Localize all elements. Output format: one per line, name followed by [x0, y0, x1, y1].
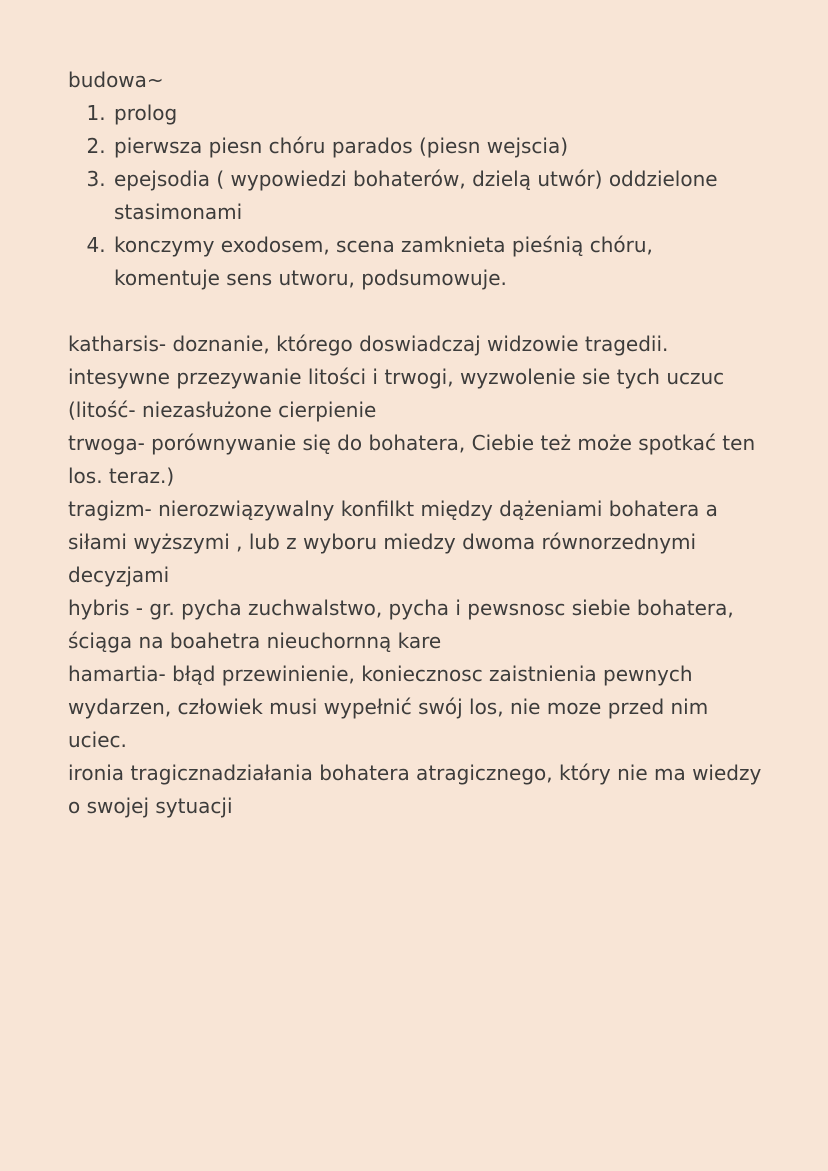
structure-list-item: 2. pierwsza piesn chóru parados (piesn wejscia) — [112, 130, 764, 163]
structure-list-item: 3. epejsodia ( wypowiedzi bohaterów, dzielą utwór) oddzielone stasimonami — [112, 163, 764, 229]
definition-paragraph: trwoga- porównywanie się do bohatera, Ciebie też może spotkać ten los. teraz.) — [68, 431, 756, 488]
notes-content — [68, 64, 764, 823]
definition-paragraph: ironia tragicznadziałania bohatera atragicznego, który nie ma wiedzy o swojej sytuacji — [68, 761, 762, 818]
blank-line-spacer — [68, 295, 764, 328]
definition-paragraph: hybris - gr. pycha zuchwalstwo, pycha i pewsnosc siebie bohatera, ściąga na boahetra nieuchornną kare — [68, 596, 734, 653]
definition-paragraph: tragizm- nierozwiązywalny konfilkt między dążeniami bohatera a siłami wyższymi , lub z wyboru miedzy dwoma równorzednymi decyzjami — [68, 497, 718, 587]
structure-list-item: 1. prolog — [112, 97, 764, 130]
definition-paragraph: (litość- niezasłużone cierpienie — [68, 398, 377, 422]
definitions-block — [68, 328, 764, 823]
notes-heading: budowa~ — [68, 68, 164, 92]
definition-paragraph: hamartia- błąd przewinienie, koniecznosc zaistnienia pewnych wydarzen, człowiek musi wypełnić swój los, nie moze przed nim uciec. — [68, 662, 709, 752]
definition-paragraph: katharsis- doznanie, którego doswiadczaj widzowie tragedii. intesywne przezywanie litości i trwogi, wyzwolenie sie tych uczuc — [68, 332, 725, 389]
structure-list — [68, 97, 764, 295]
structure-list-item: 4. konczymy exodosem, scena zamknieta pieśnią chóru, komentuje sens utworu, podsumowuje. — [112, 229, 764, 295]
